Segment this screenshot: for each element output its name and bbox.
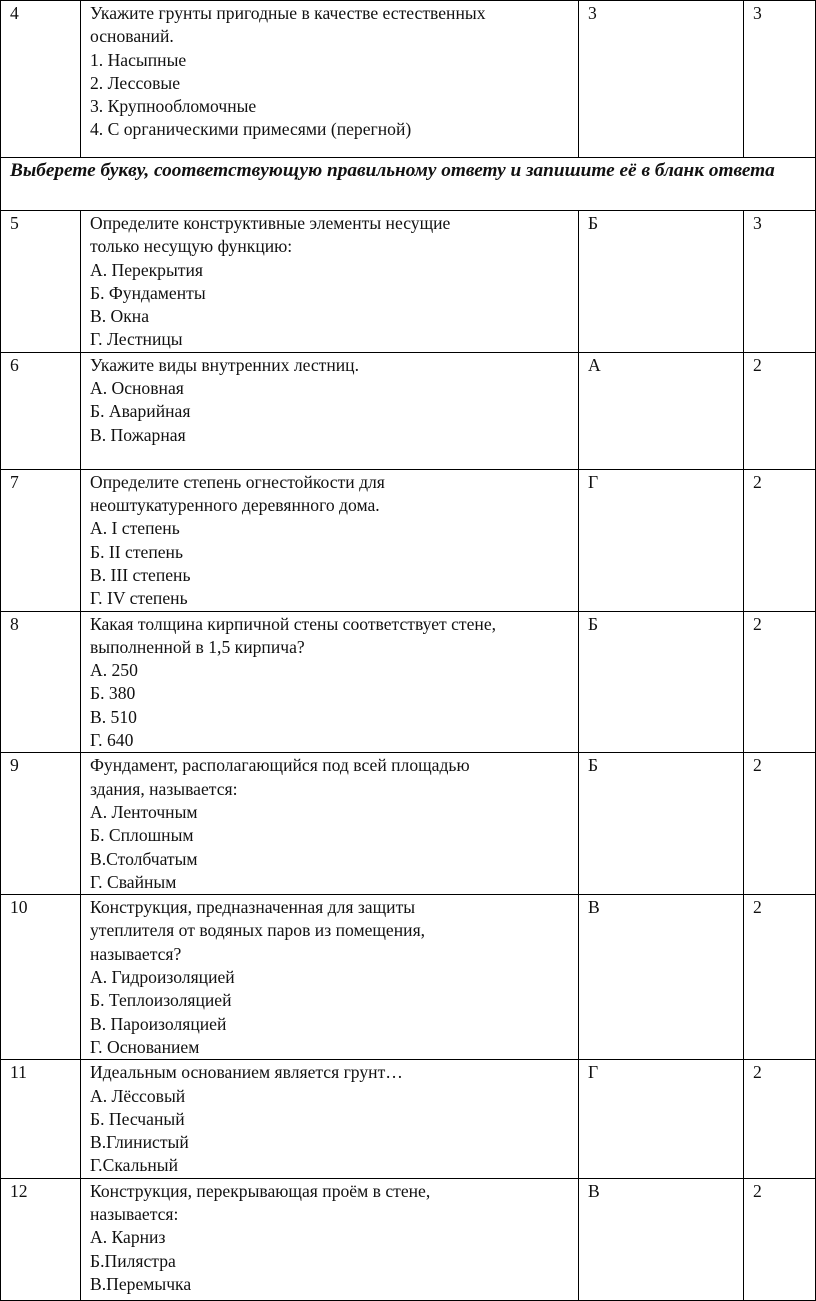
question-line: Б.Пилястра	[90, 1250, 176, 1271]
question-number: 8	[1, 611, 81, 753]
answer-cell: Г	[579, 469, 744, 611]
answer-cell: Б	[579, 753, 744, 895]
question-text	[81, 1060, 579, 1178]
question-line: В.Столбчатым	[90, 848, 198, 869]
question-line: оснований.	[90, 26, 174, 47]
points-cell: 2	[744, 352, 816, 469]
question-line: А. Перекрытия	[90, 259, 203, 280]
question-line: 1. Насыпные	[90, 49, 187, 70]
question-text	[81, 1178, 579, 1300]
question-line: утеплителя от водяных паров из помещения,	[90, 920, 426, 941]
question-line: В. III степень	[90, 564, 191, 585]
question-line: Г. Лестницы	[90, 329, 183, 350]
question-row	[1, 611, 816, 753]
question-line: Б. 380	[90, 683, 136, 704]
question-number: 5	[1, 211, 81, 353]
question-number: 4	[1, 1, 81, 158]
answer-cell: Б	[579, 211, 744, 353]
question-line: В. Окна	[90, 306, 150, 327]
question-line: Г. IV степень	[90, 588, 188, 609]
question-line: А. Лёссовый	[90, 1085, 186, 1106]
question-line: В.Перемычка	[90, 1273, 192, 1294]
question-row	[1, 753, 816, 895]
points-cell: 3	[744, 211, 816, 353]
question-line: здания, называется:	[90, 778, 238, 799]
question-line: Б. Аварийная	[90, 401, 191, 422]
answer-cell: А	[579, 352, 744, 469]
question-row	[1, 469, 816, 611]
question-row	[1, 895, 816, 1060]
question-line: 2. Лессовые	[90, 72, 181, 93]
question-number: 12	[1, 1178, 81, 1300]
question-line: Б. Теплоизоляцией	[90, 990, 232, 1011]
question-line: Г. Свайным	[90, 871, 177, 892]
points-cell: 2	[744, 895, 816, 1060]
question-row	[1, 211, 816, 353]
points-cell: 2	[744, 1178, 816, 1300]
question-text	[81, 1, 579, 158]
points-cell: 3	[744, 1, 816, 158]
question-line: Б. Сплошным	[90, 825, 194, 846]
question-row	[1, 352, 816, 469]
question-line: Г. 640	[90, 730, 134, 751]
question-line: Какая толщина кирпичной стены соответствует стене,	[90, 613, 497, 634]
question-line: только несущую функцию:	[90, 236, 293, 257]
answer-cell: Г	[579, 1060, 744, 1178]
question-line: А. I степень	[90, 518, 180, 539]
question-line: А. Карниз	[90, 1227, 166, 1248]
points-cell: 2	[744, 753, 816, 895]
section-header: Выберете букву, соответствующую правильному ответу и запишите её в бланк ответа	[1, 158, 816, 211]
question-line: Идеальным основанием является грунт…	[90, 1062, 403, 1083]
question-text	[81, 469, 579, 611]
answer-cell: Б	[579, 611, 744, 753]
question-text	[81, 611, 579, 753]
question-number: 9	[1, 753, 81, 895]
answer-cell: В	[579, 895, 744, 1060]
question-line: неоштукатуренного деревянного дома.	[90, 495, 380, 516]
question-line: А. Гидроизоляцией	[90, 967, 235, 988]
question-line: выполненной в 1,5 кирпича?	[90, 636, 305, 657]
question-line: Б. Фундаменты	[90, 282, 206, 303]
question-line: А. 250	[90, 660, 138, 681]
section-header-row	[1, 158, 816, 211]
question-line: Б. Песчаный	[90, 1108, 185, 1129]
points-cell: 2	[744, 1060, 816, 1178]
points-cell: 2	[744, 469, 816, 611]
question-row	[1, 1178, 816, 1300]
question-number: 11	[1, 1060, 81, 1178]
question-text	[81, 352, 579, 469]
question-text	[81, 753, 579, 895]
question-number: 10	[1, 895, 81, 1060]
answer-cell: В	[579, 1178, 744, 1300]
question-line: Определите степень огнестойкости для	[90, 471, 385, 492]
question-line: Г. Основанием	[90, 1036, 200, 1057]
question-line: А. Основная	[90, 378, 184, 399]
question-line: 3. Крупнообломочные	[90, 96, 257, 117]
question-text	[81, 895, 579, 1060]
question-line: В. 510	[90, 706, 137, 727]
question-line: В.Глинистый	[90, 1132, 189, 1153]
question-row	[1, 1, 816, 158]
points-cell: 2	[744, 611, 816, 753]
question-number: 6	[1, 352, 81, 469]
question-number: 7	[1, 469, 81, 611]
question-line: В. Пароизоляцией	[90, 1013, 227, 1034]
question-line: 4. С органическими примесями (перегной)	[90, 119, 412, 140]
question-line: Конструкция, предназначенная для защиты	[90, 897, 416, 918]
question-line: Фундамент, располагающийся под всей площадью	[90, 755, 470, 776]
question-line: А. Ленточным	[90, 801, 198, 822]
question-line: называется:	[90, 1203, 179, 1224]
question-line: Укажите грунты пригодные в качестве естественных	[90, 3, 486, 23]
question-line: Б. II степень	[90, 541, 183, 562]
question-line: Конструкция, перекрывающая проём в стене,	[90, 1180, 431, 1201]
question-text	[81, 211, 579, 353]
answer-cell: 3	[579, 1, 744, 158]
question-line: Определите конструктивные элементы несущие	[90, 213, 451, 233]
question-line: Г.Скальный	[90, 1155, 179, 1176]
question-line: В. Пожарная	[90, 424, 186, 445]
question-line: называется?	[90, 943, 182, 964]
question-row	[1, 1060, 816, 1178]
question-line: Укажите виды внутренних лестниц.	[90, 354, 360, 375]
